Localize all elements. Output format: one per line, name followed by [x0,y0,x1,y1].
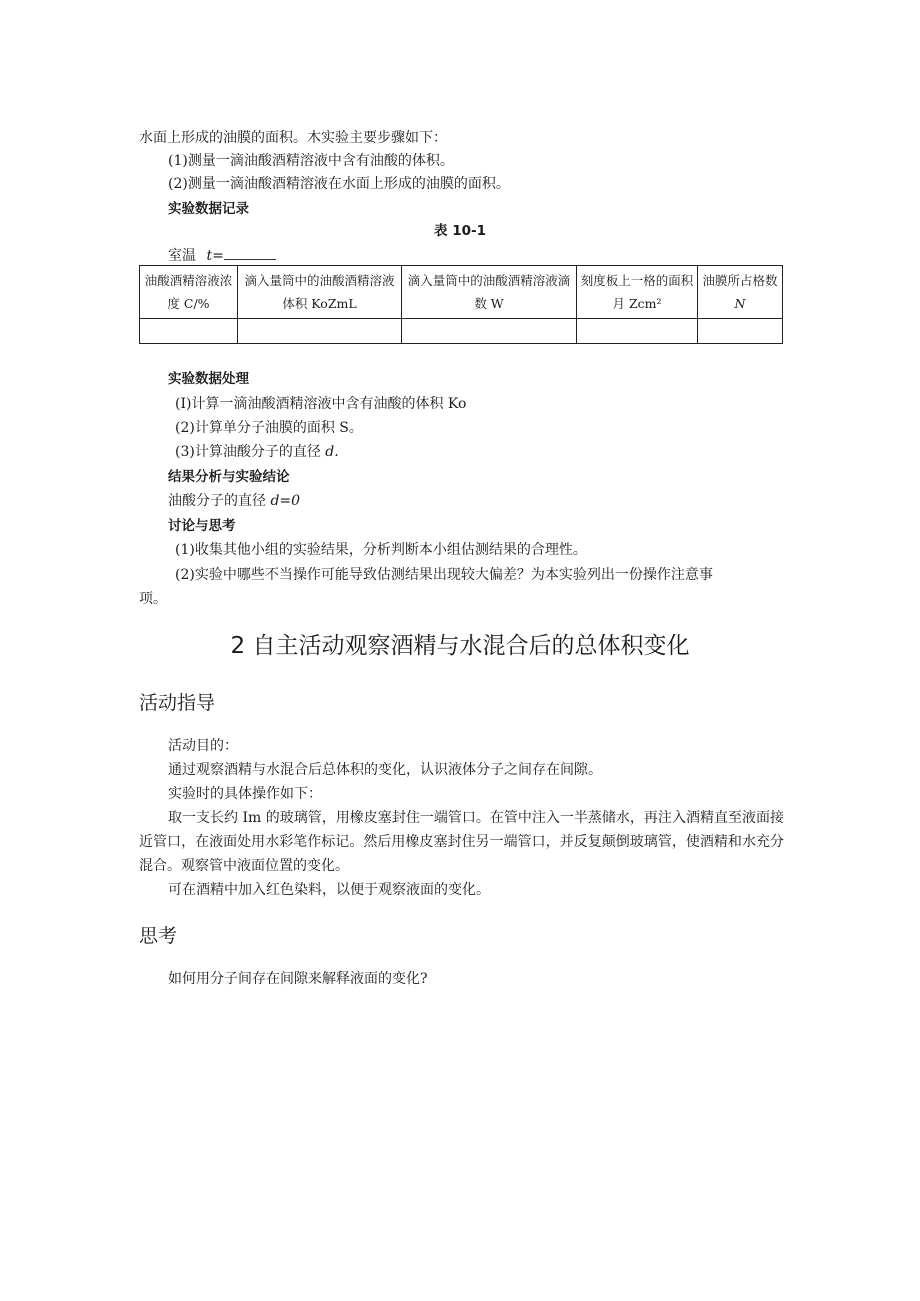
record-heading: 实验数据记录 [168,201,249,217]
result-heading: 结果分析与实验结论 [168,469,290,485]
column-header: 滴入量筒中的油酸酒精溶液滴 数 W [402,266,577,319]
processing-heading: 实验数据处理 [168,371,249,387]
room-temp-var: t= [206,248,224,264]
table-cell [238,319,402,344]
column-header: 油膜所占格数 N [698,266,783,319]
room-temperature [168,245,276,266]
room-temp-blank [224,245,276,260]
table-cell [698,319,783,344]
table-row [140,319,783,344]
table-cell [140,319,238,344]
discussion-heading: 讨论与思考 [168,518,236,534]
purpose-label: 活动目的： [168,738,238,754]
table-cell [402,319,577,344]
table-header-row [140,266,783,319]
guide-heading: 活动指导 [139,692,216,714]
procedure-text: 取一支长约 Im 的玻璃管，用橡皮塞封住一端管口。在管中注入一半蒸储水，再注入酒精直至液面接近管口，在液面处用水彩笔作标记。然后用橡皮塞封住另一端管口，并反复颠倒玻璃管，使酒精和水充分混合。观察管中液面位置的变化。 [139,810,784,874]
discussion-item-1: (1)收集其他小组的实验结果，分析判断本小组估测结果的合理性。 [175,542,587,558]
column-header: 滴入量筒中的油酸酒精溶液 体积 KoZmL [238,266,402,319]
intro-line: 水面上形成的油膜的面积。木实验主要步骤如下： [139,130,447,146]
discussion-item-2-cont: 项。 [139,591,167,607]
think-text: 如何用分子间存在间隙来解释液面的变化? [168,971,428,987]
processing-item-3: (3)计算油酸分子的直径 d. [175,444,339,460]
discussion-item-2: (2)实验中哪些不当操作可能导致估测结果出现较大偏差？为本实验列出一份操作注意事 [175,567,713,583]
table-cell [577,319,698,344]
processing-item-1: (I)计算一滴油酸酒精溶液中含有油酸的体积 Ko [175,396,467,412]
purpose-text: 通过观察酒精与水混合后总体积的变化，认识液体分子之间存在间隙。 [168,762,602,778]
table-caption: 表 10-1 [434,223,486,239]
tip-text: 可在酒精中加入红色染料，以便于观察液面的变化。 [168,882,490,898]
result-text: 油酸分子的直径 d=0 [168,493,301,509]
data-table [139,265,783,344]
processing-item-2: (2)计算单分子油膜的面积 S。 [175,420,363,436]
section-title: 2 自主活动观察酒精与水混合后的总体积变化 [230,633,690,659]
room-temp-label: 室温 [168,248,196,264]
think-heading: 思考 [139,925,178,947]
step-2: (2)测量一滴油酸酒精溶液在水面上形成的油膜的面积。 [168,176,510,192]
step-1: (1)测量一滴油酸酒精溶液中含有油酸的体积。 [168,153,454,169]
column-header: 刻度板上一格的面积 月 Zcm² [577,266,698,319]
column-header: 油酸酒精溶液浓 度 C/% [140,266,238,319]
procedure-label: 实验时的具体操作如下： [168,786,322,802]
